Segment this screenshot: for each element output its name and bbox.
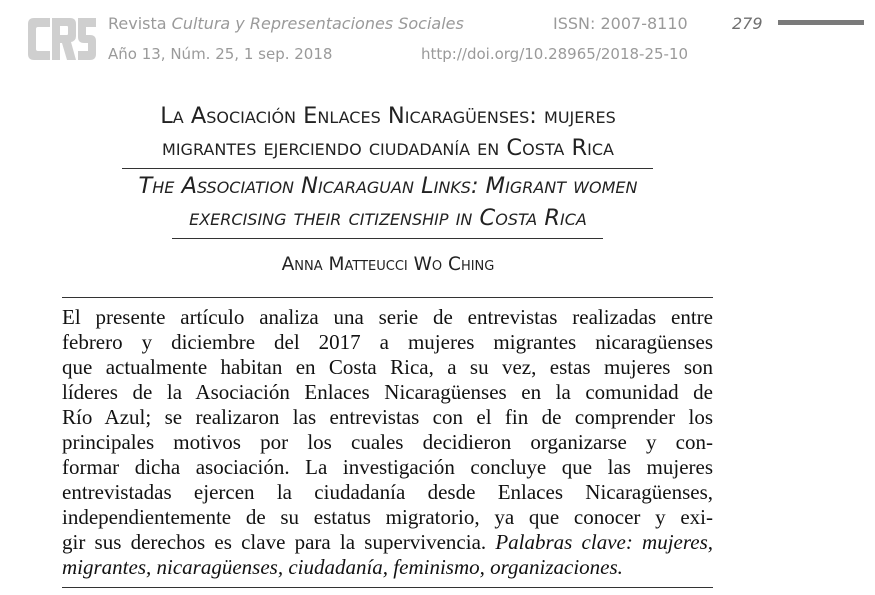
keywords-list: migrantes, nicaragüenses, ciudadanía, feminismo, organizaciones.: [62, 555, 623, 579]
author-name: Anna Matteucci Wo Ching: [281, 254, 495, 275]
title-spanish-line2: migrantes ejerciendo ciudadanía en Costa Rica: [162, 135, 614, 161]
doi-link[interactable]: http://doi.org/10.28965/2018-25-10: [421, 45, 689, 63]
title-english-underline: [172, 238, 603, 239]
journal-logo: [24, 14, 100, 64]
title-english-line1: The Association Nicaraguan Links: Migrant women: [138, 173, 638, 199]
issn: ISSN: 2007-8110: [553, 14, 688, 33]
header-bar: [778, 20, 864, 25]
issue-info: Año 13, Núm. 25, 1 sep. 2018: [108, 45, 333, 63]
abstract-line: principales motivos por los cuales decidieron organizarse y con-: [62, 430, 713, 454]
journal-name: Cultura y Representaciones Sociales: [171, 14, 464, 33]
keywords-label: Palabras clave: mujeres,: [495, 530, 713, 554]
abstract-line: febrero y diciembre del 2017 a mujeres migrantes nicaragüenses: [62, 330, 713, 354]
abstract-line: líderes de la Asociación Enlaces Nicaragüenses en la comunidad de: [62, 380, 713, 404]
abstract-line: entrevistadas ejercen la ciudadanía desde Enlaces Nicaragüenses,: [62, 480, 713, 504]
abstract-line: El presente artículo analiza una serie de entrevistas realizadas entre: [62, 305, 713, 329]
abstract-line: independientemente de su estatus migratorio, ya que conocer y exi-: [62, 505, 713, 529]
title-spanish: [60, 100, 716, 164]
title-english: [60, 170, 716, 234]
abstract-text-end: gir sus derechos es clave para la supervivencia.: [62, 530, 496, 554]
title-spanish-line1: La Asociación Enlaces Nicaragüenses: mujeres: [160, 103, 616, 129]
journal-title: Revista Cultura y Representaciones Sociales: [108, 14, 464, 33]
page-number: 279: [732, 14, 763, 33]
title-english-line2: exercising their citizenship in Costa Rica: [189, 205, 587, 231]
abstract-line: [62, 530, 713, 555]
abstract-top-rule: [62, 297, 713, 298]
abstract-line: que actualmente habitan en Costa Rica, a su vez, estas mujeres son: [62, 355, 713, 379]
abstract-bottom-rule: [62, 587, 713, 588]
title-divider: [122, 168, 653, 169]
abstract-line: Río Azul; se realizaron las entrevistas con el fin de comprender los: [62, 405, 713, 429]
abstract-line: formar dicha asociación. La investigación concluye que las mujeres: [62, 455, 713, 479]
abstract: [62, 305, 713, 580]
